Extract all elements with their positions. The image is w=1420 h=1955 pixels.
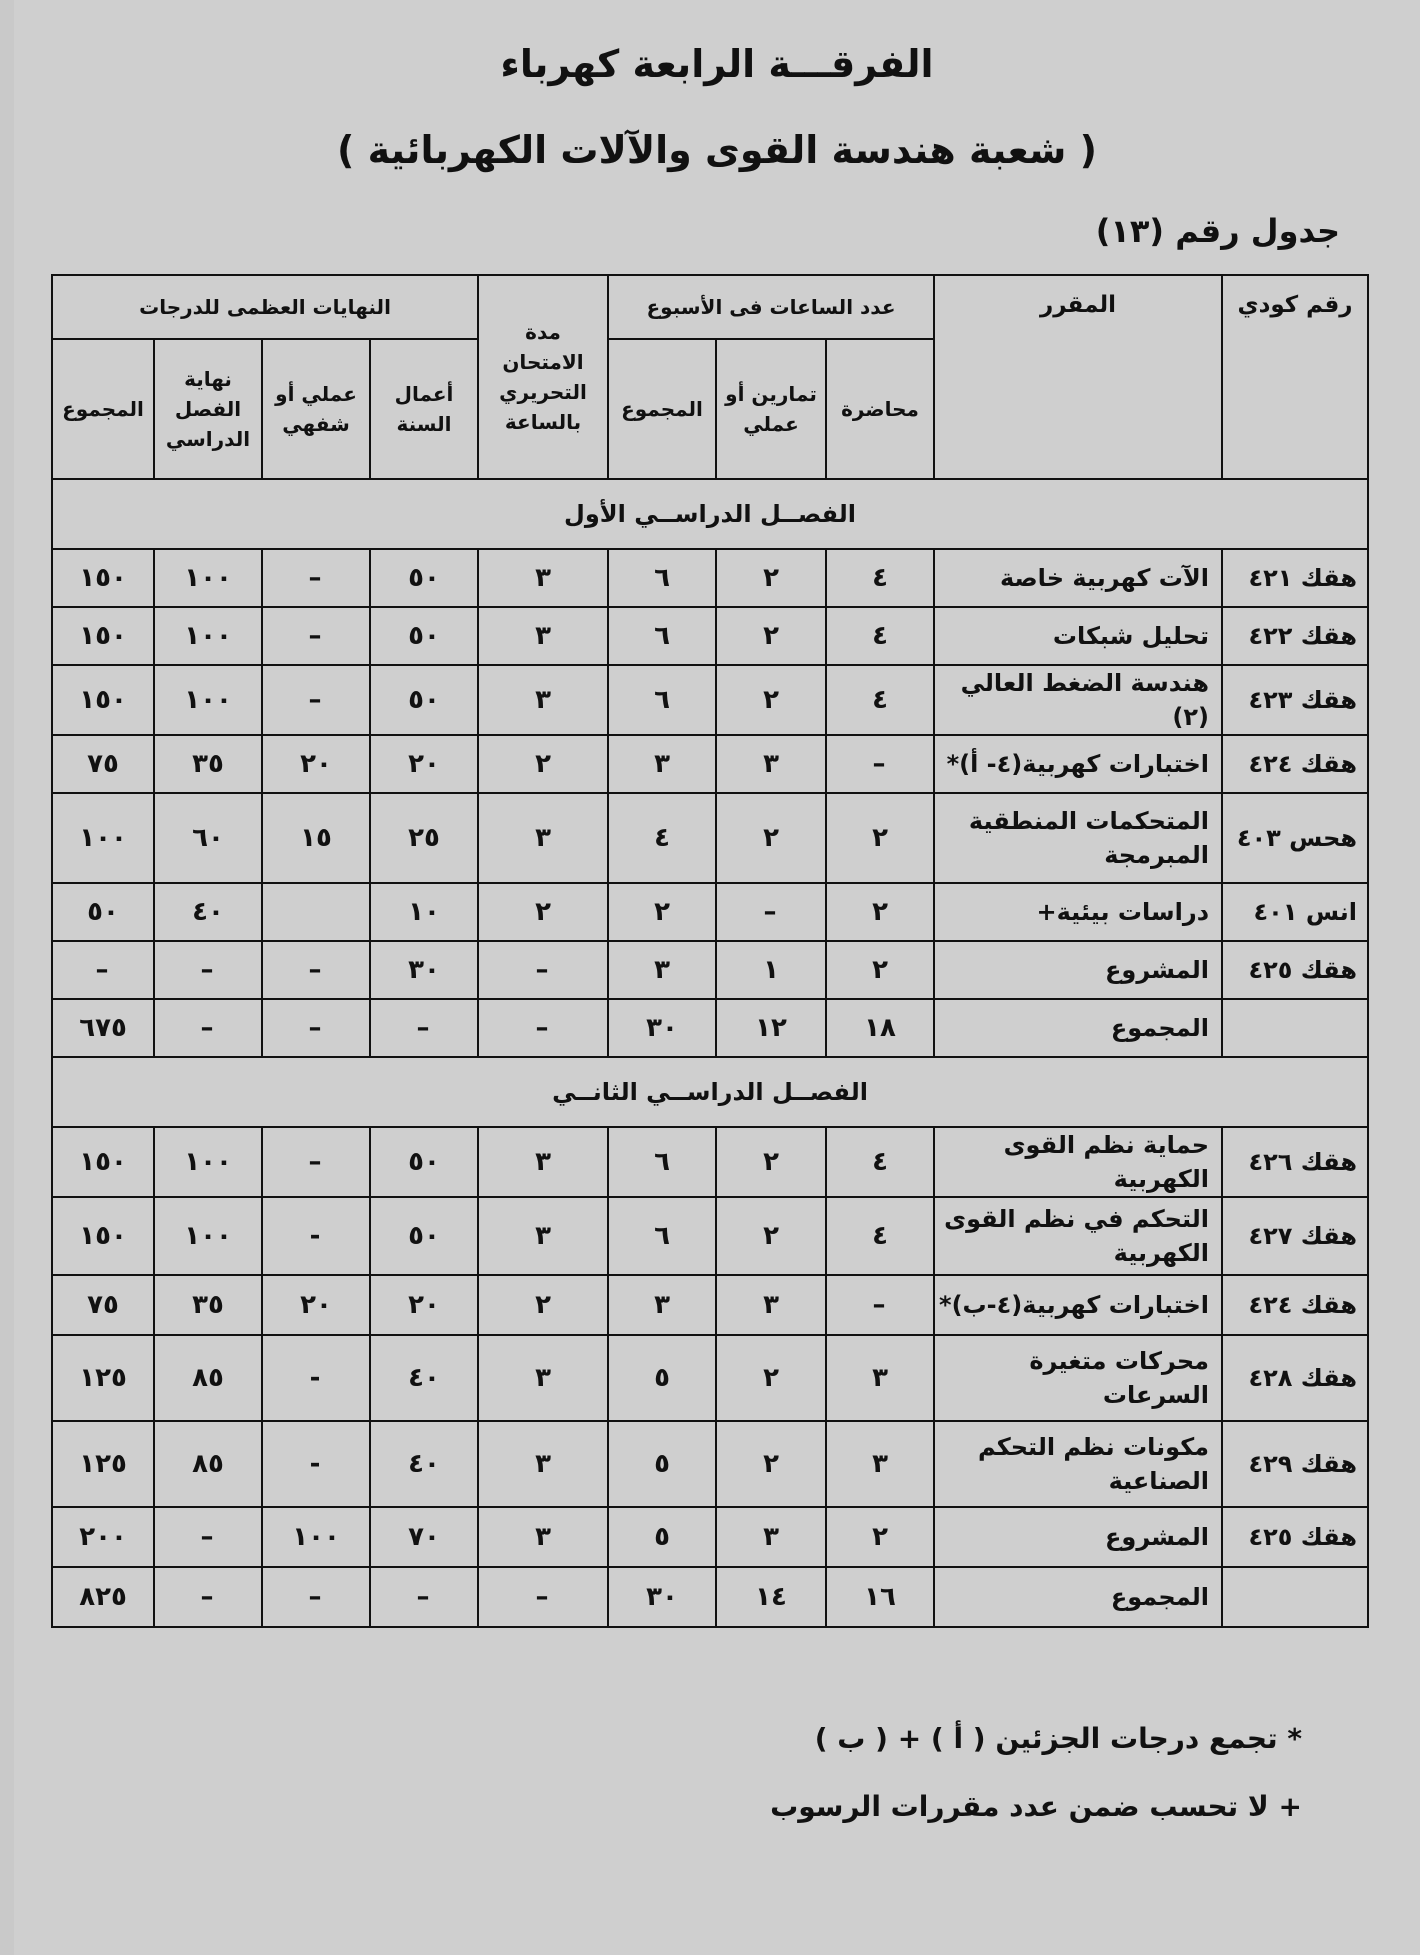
table-row [52,793,1368,883]
exercise-hours: ٢ [716,1197,826,1275]
final-grade: ٨٥ [154,1335,262,1421]
final-grade: ١٠٠ [154,1197,262,1275]
exercise-hours: ١٤ [716,1567,826,1627]
exam-duration: ٣ [478,1127,608,1197]
header-hours-group: عدد الساعات فى الأسبوع [608,275,934,339]
year-work-grade: ٥٠ [370,549,478,607]
exercise-hours: ١٢ [716,999,826,1057]
grades-total: ٨٢٥ [52,1567,154,1627]
total-hours: ٦ [608,1127,716,1197]
total-hours: ٥ [608,1507,716,1567]
exam-duration: ٣ [478,1335,608,1421]
course-name: المشروع [934,941,1222,999]
final-grade: ١٠٠ [154,665,262,735]
final-grade: – [154,1567,262,1627]
exam-duration: ٣ [478,1507,608,1567]
table-row [52,1421,1368,1507]
total-hours: ٦ [608,1197,716,1275]
exam-duration: ٣ [478,607,608,665]
total-hours: ٢ [608,883,716,941]
exercise-hours: ٢ [716,1335,826,1421]
exam-duration: ٣ [478,1197,608,1275]
year-work-grade: ٥٠ [370,1197,478,1275]
exam-duration: ٢ [478,883,608,941]
year-work-grade: ٢٥ [370,793,478,883]
course-code: هقك ٤٢١ [1222,549,1368,607]
course-code: هقك ٤٢٧ [1222,1197,1368,1275]
year-work-grade: ٤٠ [370,1421,478,1507]
exam-duration: – [478,999,608,1057]
header-grades-total: المجموع [52,339,154,479]
grades-total: ١٥٠ [52,1127,154,1197]
header-lecture: محاضرة [826,339,934,479]
oral-grade: – [262,941,370,999]
lecture-hours: ٢ [826,1507,934,1567]
oral-grade: – [262,549,370,607]
grades-total: ١٥٠ [52,607,154,665]
exam-duration: ٢ [478,735,608,793]
final-grade: ٦٠ [154,793,262,883]
oral-grade: ٢٠ [262,735,370,793]
lecture-hours: ٤ [826,665,934,735]
course-code: هقك ٤٢٤ [1222,1275,1368,1335]
document-subtitle: ( شعبة هندسة القوى والآلات الكهربائية ) [337,128,1097,172]
exercise-hours: – [716,883,826,941]
table-row [52,1197,1368,1275]
exercise-hours: ٣ [716,1507,826,1567]
course-code [1222,999,1368,1057]
grades-total: ١٥٠ [52,549,154,607]
footnote-star: * تجمع درجات الجزئين ( أ ) + ( ب ) [814,1722,1302,1755]
total-hours: ٤ [608,793,716,883]
grades-total: ٧٥ [52,735,154,793]
exam-duration: ٢ [478,1275,608,1335]
final-grade: ٨٥ [154,1421,262,1507]
total-hours: ٦ [608,607,716,665]
table-row [52,1275,1368,1335]
table-row [52,665,1368,735]
lecture-hours: ٤ [826,607,934,665]
table-row [52,883,1368,941]
header-grades-group: النهايات العظمى للدرجات [52,275,478,339]
lecture-hours: ٤ [826,549,934,607]
course-name: هندسة الضغط العالي (٢) [934,665,1222,735]
oral-grade: - [262,1335,370,1421]
lecture-hours: ١٦ [826,1567,934,1627]
document-title: الفرقـــة الرابعة كهرباء [500,42,934,86]
lecture-hours: – [826,735,934,793]
exam-duration: ٣ [478,793,608,883]
final-grade: ١٠٠ [154,1127,262,1197]
final-grade: ٣٥ [154,1275,262,1335]
exercise-hours: ٢ [716,793,826,883]
table-number: جدول رقم (١٣) [1095,212,1340,250]
table-row [52,735,1368,793]
year-work-grade: ١٠ [370,883,478,941]
lecture-hours: ٢ [826,883,934,941]
lecture-hours: ٣ [826,1335,934,1421]
total-hours: ٣ [608,941,716,999]
total-hours: ٣٠ [608,999,716,1057]
year-work-grade: ٥٠ [370,1127,478,1197]
grades-total: ١٠٠ [52,793,154,883]
grades-total: ٥٠ [52,883,154,941]
total-hours: ٦ [608,549,716,607]
header-exam-duration: مدة الامتحان التحريري بالساعة [478,275,608,479]
semester-row [52,479,1368,549]
course-code: هقك ٤٢٦ [1222,1127,1368,1197]
table-row [52,1335,1368,1421]
document-page [14,0,1420,1955]
year-work-grade: – [370,1567,478,1627]
header-final: نهاية الفصل الدراسي [154,339,262,479]
table-row [52,607,1368,665]
table-row-total [52,999,1368,1057]
course-name: اختبارات كهربية(٤- أ)* [934,735,1222,793]
exam-duration: ٣ [478,665,608,735]
oral-grade: – [262,999,370,1057]
course-name: تحليل شبكات [934,607,1222,665]
oral-grade [262,883,370,941]
exam-duration: – [478,1567,608,1627]
grades-total: ١٢٥ [52,1421,154,1507]
course-code: هقك ٤٢٢ [1222,607,1368,665]
exercise-hours: ٢ [716,1127,826,1197]
oral-grade: - [262,1421,370,1507]
course-name: الآت كهربية خاصة [934,549,1222,607]
course-name: التحكم في نظم القوى الكهربية [934,1197,1222,1275]
year-work-grade: ٢٠ [370,1275,478,1335]
lecture-hours: ٣ [826,1421,934,1507]
year-work-grade: ٢٠ [370,735,478,793]
lecture-hours: – [826,1275,934,1335]
oral-grade: – [262,607,370,665]
course-code: هقك ٤٢٣ [1222,665,1368,735]
course-code: هحس ٤٠٣ [1222,793,1368,883]
course-code: انس ٤٠١ [1222,883,1368,941]
exercise-hours: ٣ [716,735,826,793]
grades-total: ٧٥ [52,1275,154,1335]
oral-grade: - [262,1197,370,1275]
header-oral: عملي أو شفهي [262,339,370,479]
exam-duration: ٣ [478,1421,608,1507]
final-grade: ٣٥ [154,735,262,793]
course-code [1222,1567,1368,1627]
exam-duration: ٣ [478,549,608,607]
course-code: هقك ٤٢٥ [1222,941,1368,999]
course-name: حماية نظم القوى الكهربية [934,1127,1222,1197]
final-grade: – [154,999,262,1057]
total-hours: ٣٠ [608,1567,716,1627]
course-code: هقك ٤٢٩ [1222,1421,1368,1507]
oral-grade: ٢٠ [262,1275,370,1335]
grades-total: – [52,941,154,999]
course-name: دراسات بيئية+ [934,883,1222,941]
semester-2-title: الفصــل الدراســي الثانــي [52,1057,1368,1127]
exercise-hours: ٢ [716,1421,826,1507]
table-row [52,1507,1368,1567]
semester-row [52,1057,1368,1127]
total-hours: ٥ [608,1421,716,1507]
total-hours: ٣ [608,1275,716,1335]
header-course: المقرر [934,275,1222,479]
exercise-hours: ٢ [716,549,826,607]
final-grade: – [154,941,262,999]
course-name: المجموع [934,999,1222,1057]
grades-total: ٦٧٥ [52,999,154,1057]
course-code: هقك ٤٢٨ [1222,1335,1368,1421]
final-grade: ٤٠ [154,883,262,941]
header-hours-total: المجموع [608,339,716,479]
exercise-hours: ٢ [716,665,826,735]
year-work-grade: ٣٠ [370,941,478,999]
grades-total: ١٥٠ [52,1197,154,1275]
course-name: المتحكمات المنطقية المبرمجة [934,793,1222,883]
schedule-table [51,274,1369,1628]
course-code: هقك ٤٢٤ [1222,735,1368,793]
final-grade: ١٠٠ [154,607,262,665]
course-name: مكونات نظم التحكم الصناعية [934,1421,1222,1507]
lecture-hours: ٢ [826,941,934,999]
grades-total: ١٥٠ [52,665,154,735]
header-code: رقم كودي [1222,275,1368,479]
year-work-grade: ٤٠ [370,1335,478,1421]
oral-grade: – [262,1127,370,1197]
table-row-total [52,1567,1368,1627]
semester-1-title: الفصــل الدراســي الأول [52,479,1368,549]
grades-total: ٢٠٠ [52,1507,154,1567]
grades-total: ١٢٥ [52,1335,154,1421]
course-name: المشروع [934,1507,1222,1567]
course-code: هقك ٤٢٥ [1222,1507,1368,1567]
final-grade: ١٠٠ [154,549,262,607]
oral-grade: ١٠٠ [262,1507,370,1567]
exam-duration: – [478,941,608,999]
exercise-hours: ١ [716,941,826,999]
lecture-hours: ٤ [826,1197,934,1275]
total-hours: ٦ [608,665,716,735]
table-row [52,1127,1368,1197]
lecture-hours: ١٨ [826,999,934,1057]
course-name: محركات متغيرة السرعات [934,1335,1222,1421]
lecture-hours: ٤ [826,1127,934,1197]
oral-grade: ١٥ [262,793,370,883]
course-name: المجموع [934,1567,1222,1627]
header-exercises: تمارين أو عملي [716,339,826,479]
year-work-grade: ٧٠ [370,1507,478,1567]
total-hours: ٥ [608,1335,716,1421]
year-work-grade: ٥٠ [370,607,478,665]
final-grade: – [154,1507,262,1567]
header-year-work: أعمال السنة [370,339,478,479]
oral-grade: – [262,1567,370,1627]
lecture-hours: ٢ [826,793,934,883]
table-row [52,941,1368,999]
exercise-hours: ٣ [716,1275,826,1335]
year-work-grade: – [370,999,478,1057]
year-work-grade: ٥٠ [370,665,478,735]
course-name: اختبارات كهربية(٤-ب)* [934,1275,1222,1335]
total-hours: ٣ [608,735,716,793]
oral-grade: – [262,665,370,735]
footnote-plus: + لا تحسب ضمن عدد مقررات الرسوب [770,1790,1302,1823]
exercise-hours: ٢ [716,607,826,665]
table-row [52,549,1368,607]
